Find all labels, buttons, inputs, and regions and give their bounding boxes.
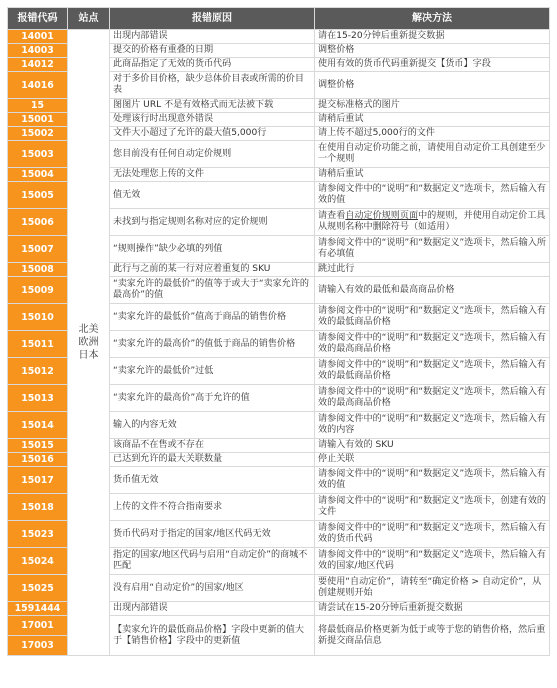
- error-code-cell: 15014: [8, 412, 68, 439]
- reason-cell: “卖家允许的最低价”过低: [110, 358, 315, 385]
- header-solution: 解决方法: [315, 8, 550, 30]
- error-code-cell: 15017: [8, 467, 68, 494]
- error-code-cell: 15002: [8, 127, 68, 141]
- reason-cell: 货币值无效: [110, 467, 315, 494]
- error-code-cell: 15018: [8, 494, 68, 521]
- reason-cell: “卖家允许的最低价”的值等于或大于“卖家允许的最高价”的值: [110, 277, 315, 304]
- reason-cell: “卖家允许的最低价”值高于商品的销售价格: [110, 304, 315, 331]
- solution-cell: 在使用自动定价功能之前，请使用自动定价工具创建至少一个规则: [315, 141, 550, 168]
- solution-cell: 请尝试在15-20分钟后重新提交数据: [315, 602, 550, 616]
- reason-cell: 图图片 URL 不是有效格式而无法被下载: [110, 99, 315, 113]
- error-code-cell: 15005: [8, 182, 68, 209]
- error-code-cell: 15016: [8, 453, 68, 467]
- reason-cell: 对于多价目价格，缺少总体价目表或所需的价目表: [110, 72, 315, 99]
- error-code-cell: 15004: [8, 168, 68, 182]
- error-code-cell: 15011: [8, 331, 68, 358]
- reason-cell: “卖家允许的最高价”的值低于商品的销售价格: [110, 331, 315, 358]
- error-code-cell: 1591444: [8, 602, 68, 616]
- reason-cell: 上传的文件不符合指南要求: [110, 494, 315, 521]
- solution-cell: 请上传不超过5,000行的文件: [315, 127, 550, 141]
- reason-cell: 【卖家允许的最低商品价格】字段中更新的值大于【销售价格】字段中的更新值: [110, 616, 315, 656]
- reason-cell: 此商品指定了无效的货币代码: [110, 58, 315, 72]
- error-code-cell: 15009: [8, 277, 68, 304]
- solution-cell: 请参阅文件中的“说明”和“数据定义”选项卡，然后输入有效的货币代码: [315, 521, 550, 548]
- solution-cell: 请参阅文件中的“说明”和“数据定义”选项卡，然后输入有效的最低商品价格: [315, 304, 550, 331]
- reason-cell: 出现内部错误: [110, 602, 315, 616]
- solution-cell: 停止关联: [315, 453, 550, 467]
- solution-cell: 调整价格: [315, 44, 550, 58]
- error-code-cell: 15024: [8, 548, 68, 575]
- site-cell: 北美 欧洲 日本: [68, 30, 110, 656]
- solution-cell: 请参阅文件中的“说明”和“数据定义”选项卡，创建有效的文件: [315, 494, 550, 521]
- error-code-cell: 15: [8, 99, 68, 113]
- solution-cell: 请参阅文件中的“说明”和“数据定义”选项卡，然后输入有效的值: [315, 182, 550, 209]
- reason-cell: 已达到允许的最大关联数量: [110, 453, 315, 467]
- error-code-cell: 15025: [8, 575, 68, 602]
- reason-cell: 处理该行时出现意外错误: [110, 113, 315, 127]
- solution-cell: 提交标准格式的图片: [315, 99, 550, 113]
- reason-cell: 没有启用“自动定价”的国家/地区: [110, 575, 315, 602]
- reason-cell: 无法处理您上传的文件: [110, 168, 315, 182]
- solution-cell: 请查看自动定价规则页面中的规则，并使用自动定价工具从规则名称中删除符号（如适用）: [315, 209, 550, 236]
- error-code-table: [7, 7, 550, 656]
- error-code-cell: 15010: [8, 304, 68, 331]
- reason-cell: 出现内部错误: [110, 30, 315, 44]
- solution-cell: 使用有效的货币代码重新提交【货币】字段: [315, 58, 550, 72]
- solution-cell: 跳过此行: [315, 263, 550, 277]
- reason-cell: “规则操作”缺少必填的列值: [110, 236, 315, 263]
- error-code-cell: 15007: [8, 236, 68, 263]
- solution-cell: 请参阅文件中的“说明”和“数据定义”选项卡，然后输入有效的值: [315, 467, 550, 494]
- solution-cell: 请稍后重试: [315, 113, 550, 127]
- solution-cell: 请输入有效的 SKU: [315, 439, 550, 453]
- solution-cell: 请参阅文件中的“说明”和“数据定义”选项卡，然后输入有效的国家/地区代码: [315, 548, 550, 575]
- reason-cell: 提交的价格有重叠的日期: [110, 44, 315, 58]
- error-code-cell: 15001: [8, 113, 68, 127]
- reason-cell: 未找到与指定规则名称对应的定价规则: [110, 209, 315, 236]
- solution-cell: 请稍后重试: [315, 168, 550, 182]
- error-code-cell: 17003: [8, 636, 68, 656]
- reason-cell: 文件大小超过了允许的最大值5,000行: [110, 127, 315, 141]
- reason-cell: 输入的内容无效: [110, 412, 315, 439]
- error-code-table-container: [7, 7, 549, 656]
- solution-cell: 调整价格: [315, 72, 550, 99]
- solution-cell: 请参阅文件中的“说明”和“数据定义”选项卡，然后输入有效的最高商品价格: [315, 331, 550, 358]
- error-code-cell: 14012: [8, 58, 68, 72]
- header-reason: 报错原因: [110, 8, 315, 30]
- error-code-cell: 15003: [8, 141, 68, 168]
- error-code-cell: 17001: [8, 616, 68, 636]
- reason-cell: 该商品不在售或不存在: [110, 439, 315, 453]
- error-code-cell: 15013: [8, 385, 68, 412]
- error-code-cell: 14001: [8, 30, 68, 44]
- table-header-row: [8, 8, 550, 30]
- solution-cell: 请参阅文件中的“说明”和“数据定义”选项卡，然后输入有效的最高商品价格: [315, 385, 550, 412]
- reason-cell: 指定的国家/地区代码与启用“自动定价”的商城不匹配: [110, 548, 315, 575]
- error-code-cell: 14016: [8, 72, 68, 99]
- error-code-cell: 14003: [8, 44, 68, 58]
- error-code-cell: 15008: [8, 263, 68, 277]
- reason-cell: 值无效: [110, 182, 315, 209]
- error-code-cell: 15012: [8, 358, 68, 385]
- error-code-cell: 15006: [8, 209, 68, 236]
- solution-cell: 请输入有效的最低和最高商品价格: [315, 277, 550, 304]
- reason-cell: 此行与之前的某一行对应着重复的 SKU: [110, 263, 315, 277]
- header-site: 站点: [68, 8, 110, 30]
- error-code-cell: 15015: [8, 439, 68, 453]
- solution-cell: 请参阅文件中的“说明”和“数据定义”选项卡，然后输入有效的最低商品价格: [315, 358, 550, 385]
- reason-cell: “卖家允许的最高价”高于允许的值: [110, 385, 315, 412]
- solution-cell: 要使用“自动定价”，请转至“确定价格 > 自动定价”，从创建规则开始: [315, 575, 550, 602]
- solution-cell: 请参阅文件中的“说明”和“数据定义”选项卡，然后输入有效的内容: [315, 412, 550, 439]
- table-row: [8, 30, 550, 44]
- reason-cell: 货币代码对于指定的国家/地区代码无效: [110, 521, 315, 548]
- error-code-cell: 15023: [8, 521, 68, 548]
- header-error-code: 报错代码: [8, 8, 68, 30]
- solution-cell: 请在15-20分钟后重新提交数据: [315, 30, 550, 44]
- reason-cell: 您目前没有任何自动定价规则: [110, 141, 315, 168]
- table-body: [8, 30, 550, 656]
- solution-cell: 请参阅文件中的“说明”和“数据定义”选项卡，然后输入所有必填值: [315, 236, 550, 263]
- solution-cell: 将最低商品价格更新为低于或等于您的销售价格，然后重新提交商品信息: [315, 616, 550, 656]
